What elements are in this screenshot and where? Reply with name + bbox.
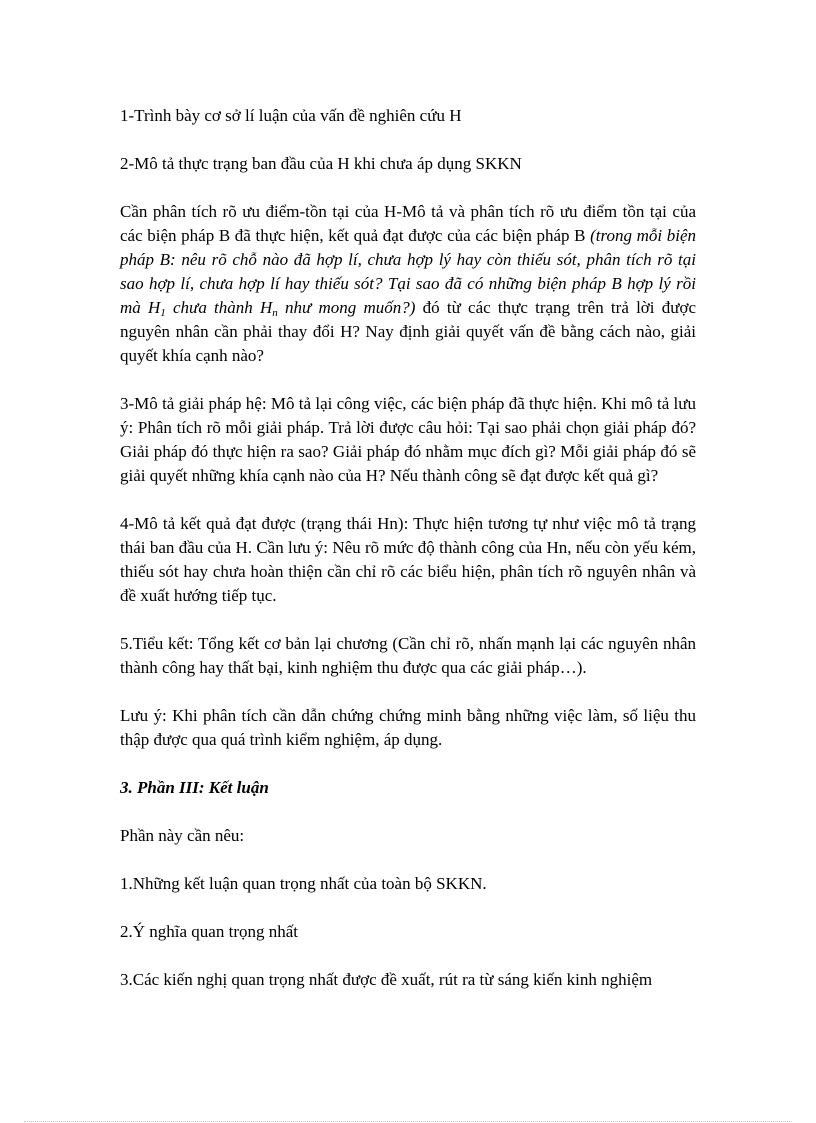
paragraph-3-italic-c: như mong muốn?)	[277, 298, 416, 317]
paragraph-10: 2.Ý nghĩa quan trọng nhất	[120, 922, 298, 941]
paragraph-3-italic-b: chưa thành H	[165, 298, 273, 317]
paragraph-3-italic-a: (trong mỗi biện pháp B: nêu rõ chỗ nào đã hợp lí, chưa hợp lý hay còn thiếu sót, phân tích rõ tại sao hợp lí, chưa hợp lí hay thiếu sót? Tại sao đã có những biện pháp B hợp lý rồi mà H	[120, 226, 697, 317]
document-page	[120, 104, 696, 1016]
subscript-n: n	[272, 307, 278, 319]
paragraph-6: 5.Tiểu kết: Tổng kết cơ bản lại chương (Cần chỉ rõ, nhấn mạnh lại các nguyên nhân thành công hay thất bại, kinh nghiệm thu được qua các giải pháp…).	[120, 634, 696, 677]
paragraph-7: Lưu ý: Khi phân tích cần dẫn chứng chứng minh bằng những việc làm, số liệu thu thập được qua quá trình kiểm nghiệm, áp dụng.	[120, 706, 696, 749]
paragraph-4: 3-Mô tả giải pháp hệ: Mô tả lại công việc, các biện pháp đã thực hiện. Khi mô tả lưu ý: Phân tích rõ mỗi giải pháp. Trả lời được câu hỏi: Tại sao phải chọn giải pháp đó? Giải pháp đó thực hiện ra sao? Giải pháp đó nhằm mục đích gì? Mỗi giải pháp đó sẽ giải quyết những khía cạnh nào của H? Nếu thành công sẽ đạt được kết quả gì?	[120, 394, 696, 485]
paragraph-3-text-b: đó từ các thực trạng trên trả lời được nguyên nhân cần phải thay đổi H? Nay định giải quyết vấn đề bằng cách nào, giải quyết khía cạnh nào?	[120, 298, 696, 365]
subscript-1: 1	[160, 307, 166, 319]
paragraph-11: 3.Các kiến nghị quan trọng nhất được đề xuất, rút ra từ sáng kiến kinh nghiệm	[120, 970, 653, 989]
paragraph-3	[120, 200, 696, 368]
page-bottom-divider	[24, 1121, 792, 1122]
paragraph-2: 2-Mô tả thực trạng ban đầu của H khi chưa áp dụng SKKN	[120, 154, 522, 173]
section-heading: 3. Phần III: Kết luận	[120, 778, 269, 797]
paragraph-5: 4-Mô tả kết quả đạt được (trạng thái Hn): Thực hiện tương tự như việc mô tả trạng thái ban đầu của H. Cần lưu ý: Nêu rõ mức độ thành công của Hn, nếu còn yếu kém, thiếu sót hay chưa hoàn thiện cần chỉ rõ các biểu hiện, phân tích rõ nguyên nhân và đề xuất hướng tiếp tục.	[120, 514, 696, 605]
paragraph-8: Phần này cần nêu:	[120, 826, 245, 845]
paragraph-3-text-a: Cần phân tích rõ ưu điểm-tồn tại của H-Mô tả và phân tích rõ ưu điểm tồn tại của các biện pháp B đã thực hiện, kết quả đạt được của các biện pháp B	[120, 202, 696, 245]
paragraph-1: 1-Trình bày cơ sở lí luận của vấn đề nghiên cứu H	[120, 106, 462, 125]
paragraph-9: 1.Những kết luận quan trọng nhất của toàn bộ SKKN.	[120, 874, 487, 893]
